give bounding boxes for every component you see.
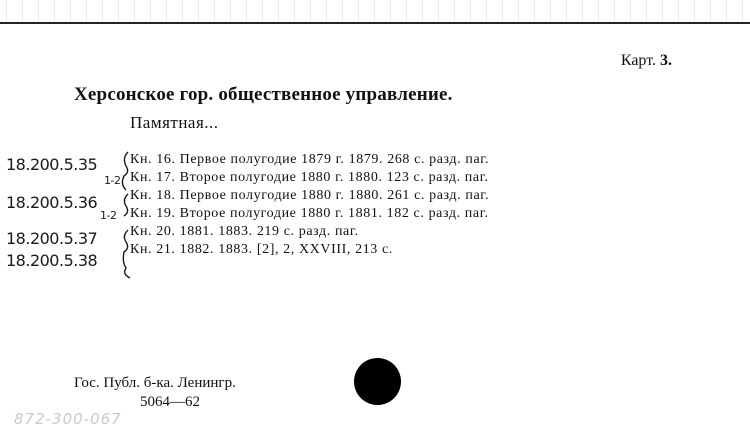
publication-title: Памятная... bbox=[130, 113, 219, 132]
volume-entry: Кн. 17. Второе полугодие 1880 г. 1880. 123 с. разд. паг. bbox=[130, 170, 489, 185]
margin-note-2: 1-2 bbox=[100, 209, 117, 222]
volume-list bbox=[130, 151, 489, 259]
volume-entry: Кн. 20. 1881. 1883. 219 с. разд. паг. bbox=[130, 224, 359, 239]
shelfmark-3: 18.200.5.37 bbox=[6, 229, 98, 248]
institution-heading: Херсонское гор. общественное управление. bbox=[74, 84, 453, 105]
library-imprint: Гос. Публ. б-ка. Ленингр. bbox=[74, 375, 236, 391]
shelfmark-1: 18.200.5.35 bbox=[6, 155, 98, 174]
margin-note-1: 1-2 bbox=[104, 174, 121, 187]
volume-entry: Кн. 21. 1882. 1883. [2], 2, XXVIII, 213 с. bbox=[130, 242, 393, 257]
shelfmark-2: 18.200.5.36 bbox=[6, 193, 98, 212]
volume-entry: Кн. 19. Второе полугодие 1880 г. 1881. 182 с. разд. паг. bbox=[130, 206, 489, 221]
card-top-edge bbox=[0, 0, 750, 22]
card-number-label: Карт. bbox=[620, 52, 656, 69]
volume-entry: Кн. 16. Первое полугодие 1879 г. 1879. 268 с. разд. паг. bbox=[130, 152, 490, 167]
punch-hole bbox=[354, 358, 401, 405]
volume-entry: Кн. 18. Первое полугодие 1880 г. 1880. 261 с. разд. паг. bbox=[130, 188, 490, 203]
card-top-rule bbox=[0, 22, 750, 24]
card-number bbox=[621, 52, 672, 70]
faint-stamped-number: 872-300-067 bbox=[14, 410, 122, 428]
card-number-value: 3. bbox=[660, 52, 672, 69]
shelfmark-4: 18.200.5.38 bbox=[6, 251, 98, 270]
print-order-code: 5064—62 bbox=[140, 394, 200, 410]
